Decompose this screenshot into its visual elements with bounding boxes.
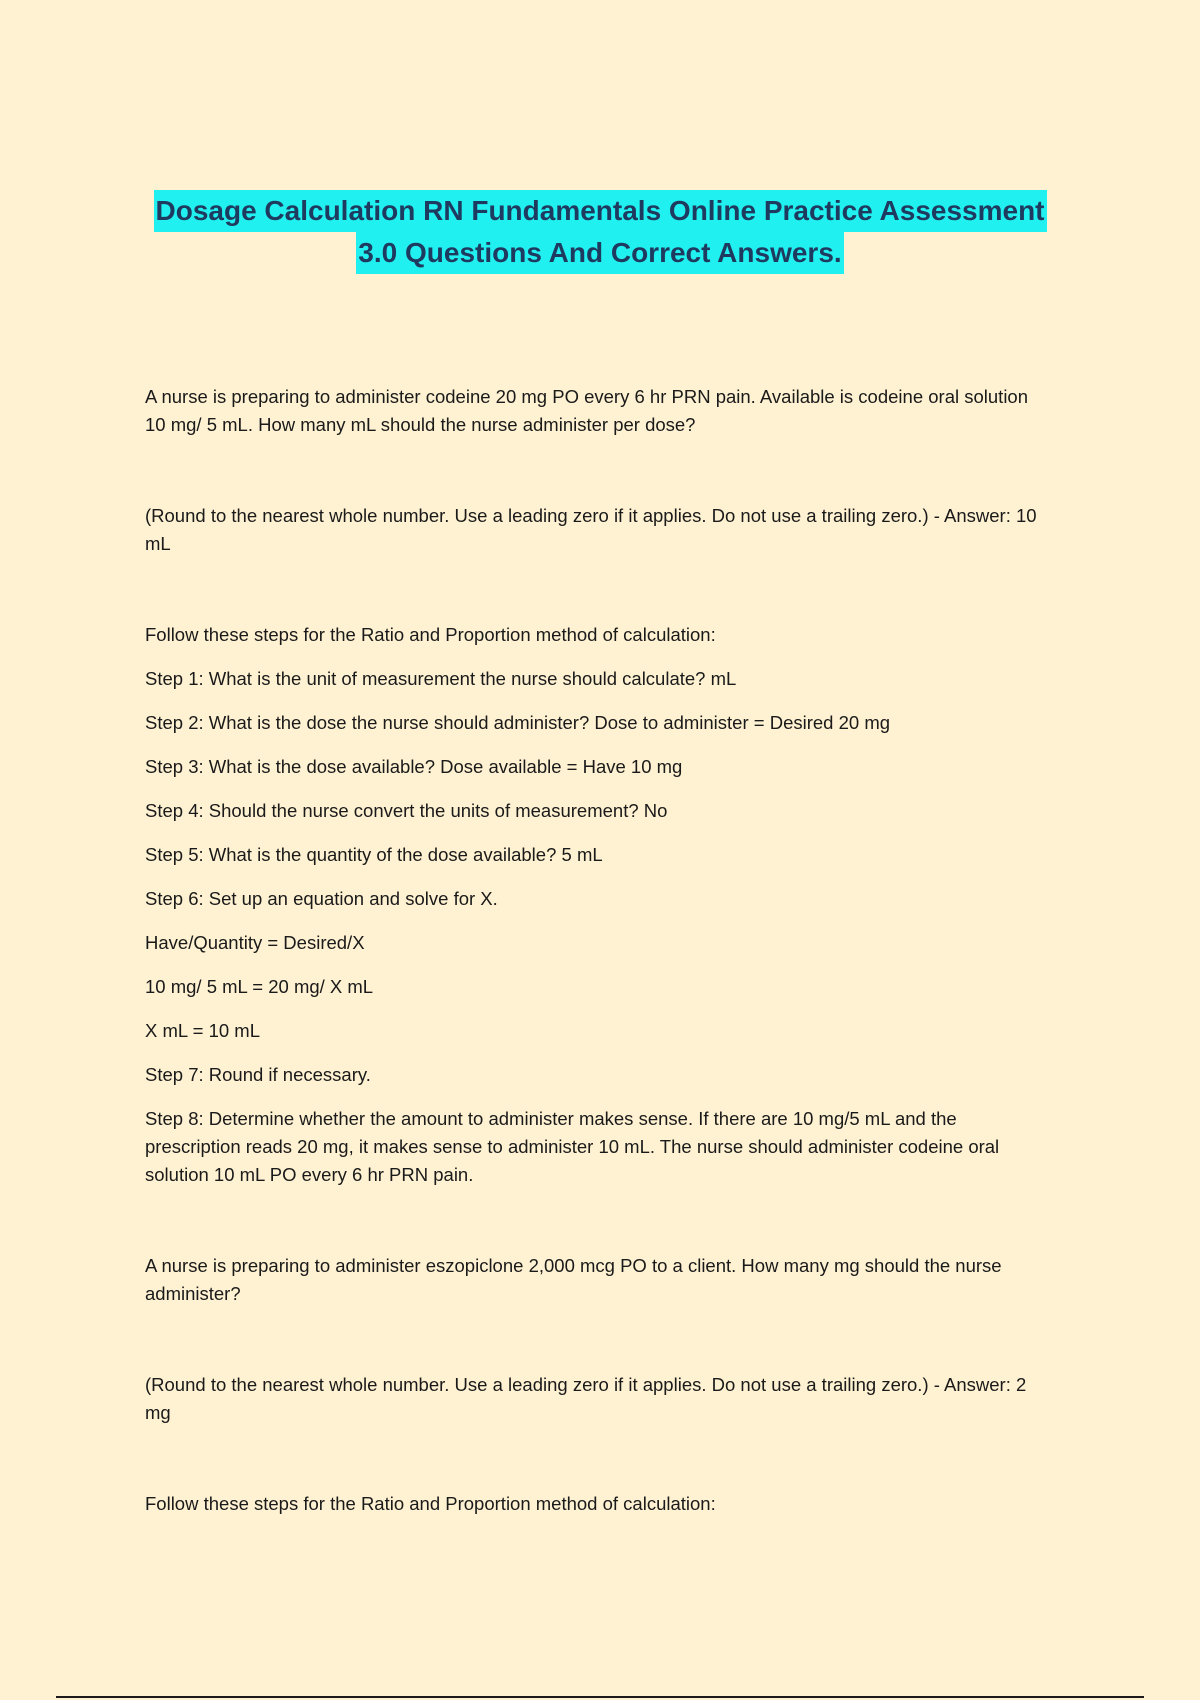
title-line-1: Dosage Calculation RN Fundamentals Online Practice Assessment xyxy=(154,190,1047,232)
step-line: Step 7: Round if necessary. xyxy=(145,1064,371,1085)
question-2-answer: (Round to the nearest whole number. Use a leading zero if it applies. Do not use a trailing zero.) - Answer: 2 mg xyxy=(145,1374,1027,1423)
step-line: Step 3: What is the dose available? Dose available = Have 10 mg xyxy=(145,756,683,777)
question-2-method-intro: Follow these steps for the Ratio and Proportion method of calculation: xyxy=(145,1493,716,1514)
question-1-text: A nurse is preparing to administer codeine 20 mg PO every 6 hr PRN pain. Available is codeine oral solution 10 mg/ 5 mL. How many mL should the nurse administer per dose? xyxy=(145,386,1029,435)
step-line: Step 6: Set up an equation and solve for X. xyxy=(145,888,498,909)
equation-line: 10 mg/ 5 mL = 20 mg/ X mL xyxy=(145,976,374,997)
question-1-answer: (Round to the nearest whole number. Use a leading zero if it applies. Do not use a trailing zero.) - Answer: 10 mL xyxy=(145,505,1037,554)
step-line: Step 2: What is the dose the nurse should administer? Dose to administer = Desired 20 mg xyxy=(145,712,891,733)
step-line: Step 8: Determine whether the amount to administer makes sense. If there are 10 mg/5 mL and the prescription reads 20 mg, it makes sense to administer 10 mL. The nurse should administer codeine oral solution 10 mL PO every 6 hr PRN pain. xyxy=(145,1108,1000,1185)
page-bottom-rule xyxy=(56,1696,1144,1698)
document-body xyxy=(145,383,1050,1518)
step-line: Step 5: What is the quantity of the dose available? 5 mL xyxy=(145,844,603,865)
equation-line: X mL = 10 mL xyxy=(145,1020,260,1041)
document-title xyxy=(0,190,1200,274)
step-line: Step 4: Should the nurse convert the units of measurement? No xyxy=(145,800,668,821)
equation-line: Have/Quantity = Desired/X xyxy=(145,932,365,953)
step-line: Step 1: What is the unit of measurement the nurse should calculate? mL xyxy=(145,668,737,689)
question-2-text: A nurse is preparing to administer eszopiclone 2,000 mcg PO to a client. How many mg should the nurse administer? xyxy=(145,1255,1002,1304)
title-line-2: 3.0 Questions And Correct Answers. xyxy=(356,232,843,274)
question-1-method-intro: Follow these steps for the Ratio and Proportion method of calculation: xyxy=(145,624,716,645)
